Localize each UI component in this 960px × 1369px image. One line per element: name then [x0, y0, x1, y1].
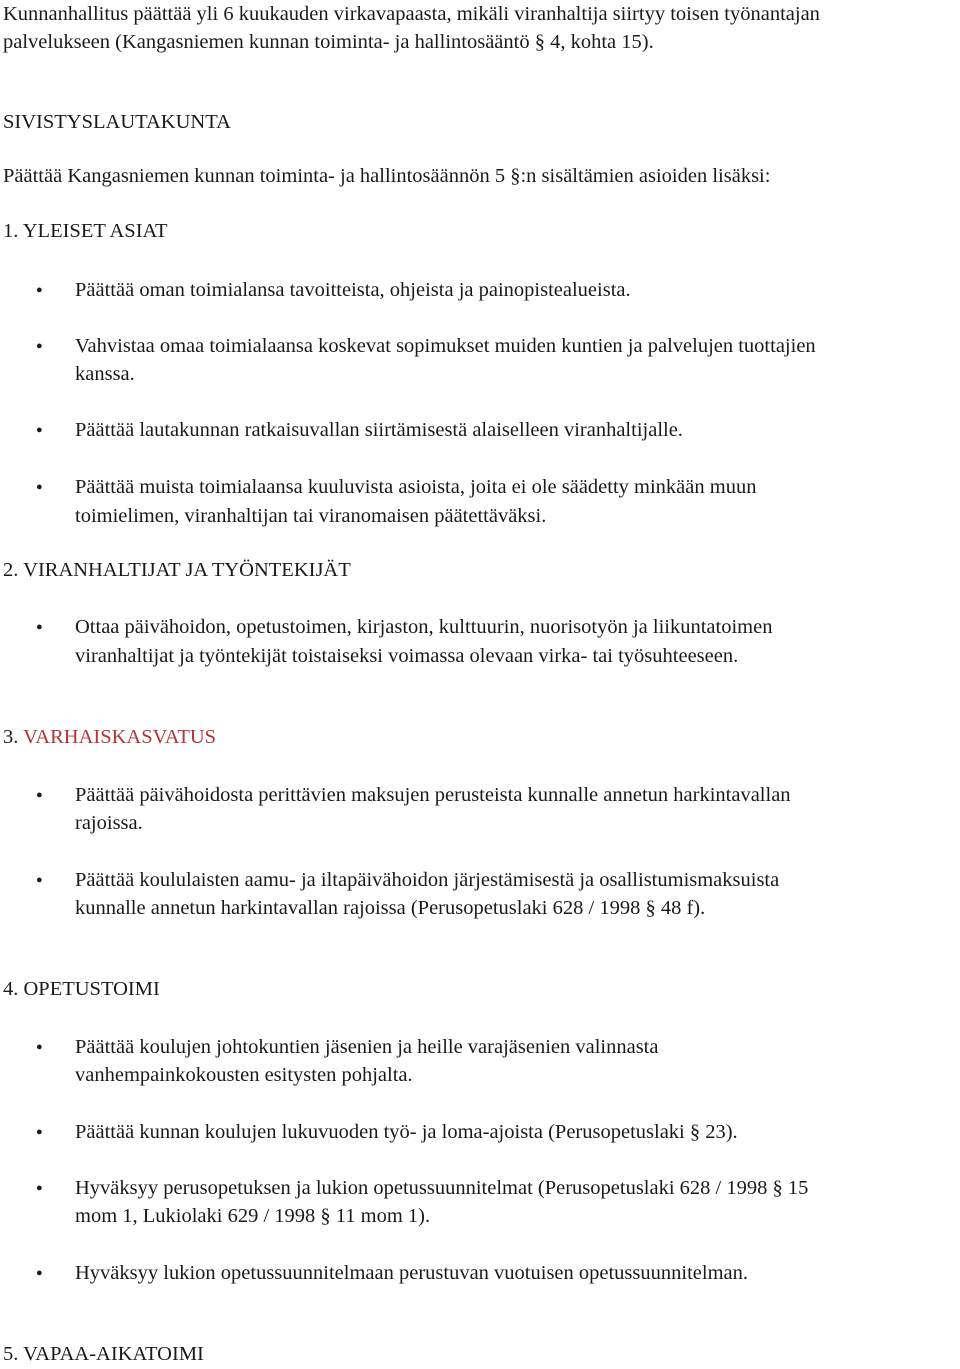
- section-title: YLEISET ASIAT: [22, 220, 168, 242]
- intro-line-2: palvelukseen (Kangasniemen kunnan toiminta- ja hallintosääntö § 4, kohta 15).: [3, 31, 654, 53]
- list-item-line: Päättää koululaisten aamu- ja iltapäivähoidon järjestämisestä ja osallistumismaksuista: [75, 869, 780, 891]
- list-item-line: Päättää kunnan koulujen lukuvuoden työ- ja loma-ajoista (Perusopetuslaki § 23).: [75, 1121, 738, 1143]
- list-item-line: Päättää lautakunnan ratkaisuvallan siirtämisestä alaiselleen viranhaltijalle.: [75, 419, 683, 441]
- list-item-line: Päättää oman toimialansa tavoitteista, ohjeista ja painopistealueista.: [75, 279, 631, 301]
- document-subtitle: Päättää Kangasniemen kunnan toiminta- ja hallintosäännön 5 §:n sisältämien asioiden lisäksi:: [3, 165, 771, 187]
- list-item-line: Vahvistaa omaa toimialaansa koskevat sopimukset muiden kuntien ja palvelujen tuottajien: [75, 335, 816, 357]
- list-item-line: kunnalle annetun harkintavallan rajoissa (Perusopetuslaki 628 / 1998 § 48 f).: [75, 897, 706, 919]
- bullet-icon: ●: [36, 424, 43, 436]
- section-number: 2.: [3, 559, 19, 581]
- document-heading: SIVISTYSLAUTAKUNTA: [3, 111, 231, 133]
- bullet-icon: ●: [36, 1182, 43, 1194]
- list-item-line: Ottaa päivähoidon, opetustoimen, kirjaston, kulttuurin, nuorisotyön ja liikuntatoimen: [75, 616, 773, 638]
- bullet-icon: ●: [36, 481, 43, 493]
- list-item-line: mom 1, Lukiolaki 629 / 1998 § 11 mom 1).: [75, 1205, 431, 1227]
- bullet-icon: ●: [36, 340, 43, 352]
- bullet-icon: ●: [36, 789, 43, 801]
- section-title: OPETUSTOIMI: [23, 978, 160, 1000]
- list-item-line: toimielimen, viranhaltijan tai viranomaisen päätettäväksi.: [75, 505, 547, 527]
- list-item-line: Päättää päivähoidosta perittävien maksujen perusteista kunnalle annetun harkintavallan: [75, 784, 791, 806]
- section-heading-3: [3, 723, 216, 752]
- section-title: VAPAA-AIKATOIMI: [23, 1343, 204, 1365]
- list-item-line: Hyväksyy perusopetuksen ja lukion opetussuunnitelmat (Perusopetuslaki 628 / 1998 § 15: [75, 1177, 809, 1199]
- section-heading-1: [3, 217, 168, 246]
- section-title: VIRANHALTIJAT JA TYÖNTEKIJÄT: [23, 559, 351, 581]
- list-item-line: Päättää koulujen johtokuntien jäsenien ja heille varajäsenien valinnasta: [75, 1036, 659, 1058]
- section-heading-5: [3, 1340, 204, 1369]
- section-heading-4: [3, 975, 160, 1004]
- section-heading-2: [3, 556, 351, 585]
- bullet-icon: ●: [36, 284, 43, 296]
- section-number: 3.: [3, 726, 19, 748]
- bullet-icon: ●: [36, 1126, 43, 1138]
- bullet-icon: ●: [36, 874, 43, 886]
- list-item-line: kanssa.: [75, 363, 135, 385]
- intro-line-1: Kunnanhallitus päättää yli 6 kuukauden virkavapaasta, mikäli viranhaltija siirtyy toisen työnantajan: [3, 3, 820, 25]
- list-item-line: Hyväksyy lukion opetussuunnitelmaan perustuvan vuotuisen opetussuunnitelman.: [75, 1262, 748, 1284]
- list-item-line: Päättää muista toimialaansa kuuluvista asioista, joita ei ole säädetty minkään muun: [75, 476, 757, 498]
- bullet-icon: ●: [36, 1041, 43, 1053]
- bullet-icon: ●: [36, 621, 43, 633]
- bullet-icon: ●: [36, 1267, 43, 1279]
- list-item-line: viranhaltijat ja työntekijät toistaiseksi voimassa olevaan virka- tai työsuhteeseen.: [75, 645, 739, 667]
- section-number: 4.: [3, 978, 19, 1000]
- section-number: 5.: [3, 1343, 19, 1365]
- section-title: VARHAISKASVATUS: [23, 726, 217, 748]
- section-number: 1.: [3, 220, 19, 242]
- list-item-line: rajoissa.: [75, 812, 143, 834]
- list-item-line: vanhempainkokousten esitysten pohjalta.: [75, 1064, 413, 1086]
